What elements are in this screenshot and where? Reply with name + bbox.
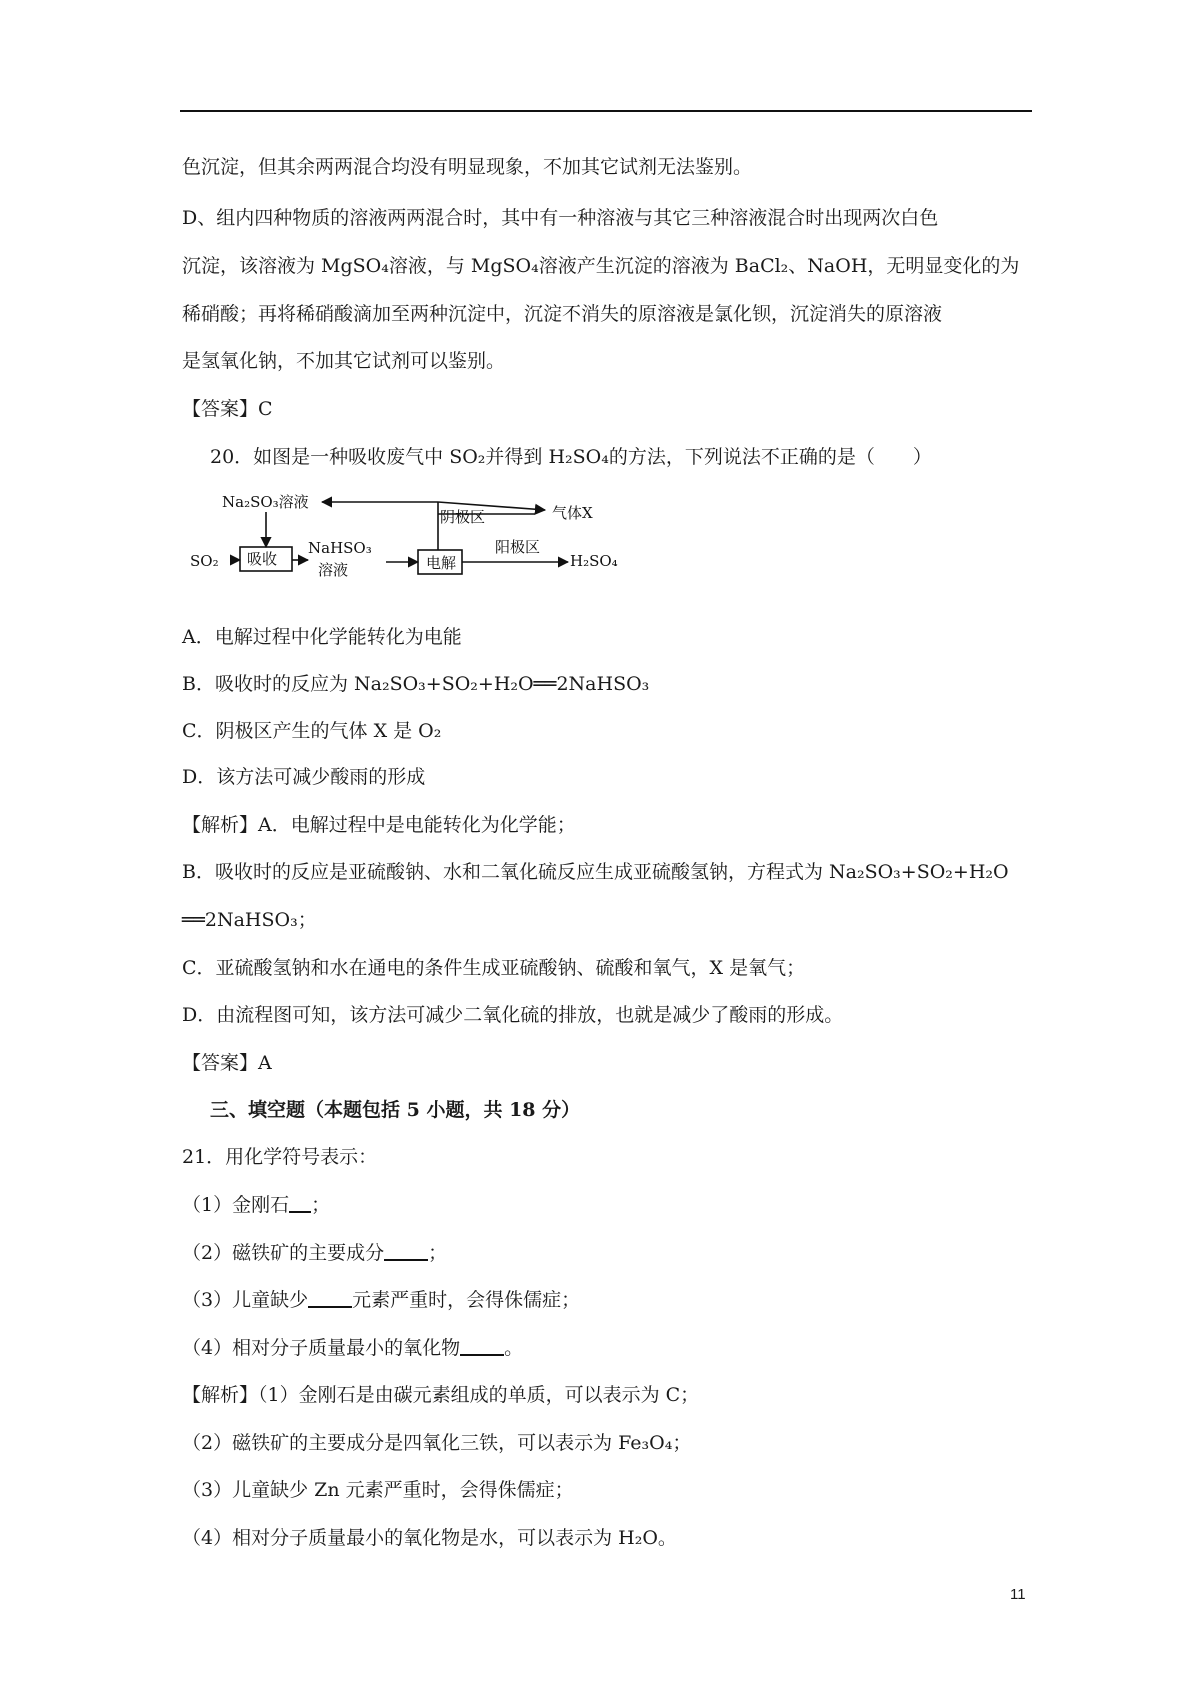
header-rule: [180, 110, 1032, 112]
question-21-item-2: [182, 1239, 447, 1267]
item-text: 元素严重时，会得侏儒症；: [352, 1289, 581, 1311]
question-21-item-1: [182, 1191, 330, 1219]
section-heading: 三、填空题（本题包括 5 小题，共 18 分）: [210, 1099, 581, 1121]
diagram-gas-x: 气体X: [552, 504, 593, 522]
question-21-item-3: [182, 1286, 580, 1314]
answer-blank: [308, 1288, 352, 1308]
option-b: B．吸收时的反应为 Na₂SO₃+SO₂+H₂O══2NaHSO₃: [182, 673, 650, 695]
answer-blank: [289, 1193, 311, 1213]
item-text: ；: [428, 1242, 448, 1264]
diagram-anode-zone: 阳极区: [495, 538, 541, 556]
text-line: 沉淀，该溶液为 MgSO₄溶液，与 MgSO₄溶液产生沉淀的溶液为 BaCl₂、NaOH，无明显变化的为: [182, 255, 1020, 277]
analysis-line: （2）磁铁矿的主要成分是四氧化三铁，可以表示为 Fe₃O₄；: [182, 1432, 692, 1454]
text-line: 色沉淀，但其余两两混合均没有明显现象，不加其它试剂无法鉴别。: [182, 156, 753, 178]
analysis-line: ══2NaHSO₃；: [182, 909, 317, 931]
question-21: 21．用化学符号表示：: [182, 1146, 378, 1168]
text-line: 稀硝酸；再将稀硝酸滴加至两种沉淀中，沉淀不消失的原溶液是氯化钡，沉淀消失的原溶液: [182, 303, 943, 325]
diagram-so2: SO₂: [190, 552, 219, 570]
flow-diagram: [190, 490, 630, 585]
diagram-absorb: 吸收: [247, 550, 278, 568]
diagram-cathode-zone: 阴极区: [440, 508, 486, 526]
option-d: D．该方法可减少酸雨的形成: [182, 766, 426, 788]
diagram-electrolysis: 电解: [426, 554, 457, 572]
item-text: （2）磁铁矿的主要成分: [182, 1242, 385, 1264]
diagram-nahso3-solution: 溶液: [318, 561, 349, 579]
text-line: 是氢氧化钠，不加其它试剂可以鉴别。: [182, 350, 506, 372]
page-number: 11: [1010, 1586, 1026, 1603]
question-20: 20．如图是一种吸收废气中 SO₂并得到 H₂SO₄的方法，下列说法不正确的是（ ）: [210, 446, 932, 468]
item-text: ；: [311, 1194, 331, 1216]
analysis-line: （3）儿童缺少 Zn 元素严重时，会得侏儒症；: [182, 1479, 574, 1501]
answer-blank: [460, 1336, 504, 1356]
analysis-line: B．吸收时的反应是亚硫酸钠、水和二氧化硫反应生成亚硫酸氢钠，方程式为 Na₂SO₃+SO₂+H₂O: [182, 861, 1009, 883]
text-line: D、组内四种物质的溶液两两混合时，其中有一种溶液与其它三种溶液混合时出现两次白色: [182, 207, 939, 229]
answer-label: 【答案】A: [182, 1052, 272, 1074]
analysis-line: （4）相对分子质量最小的氧化物是水，可以表示为 H₂O。: [182, 1527, 677, 1549]
analysis-line: C．亚硫酸氢钠和水在通电的条件生成亚硫酸钠、硫酸和氧气，X 是氧气；: [182, 957, 806, 979]
analysis-line: 【解析】A．电解过程中是电能转化为化学能；: [182, 814, 576, 836]
analysis-line: 【解析】（1）金刚石是由碳元素组成的单质，可以表示为 C；: [182, 1384, 700, 1406]
answer-label: 【答案】C: [182, 398, 273, 420]
item-text: （4）相对分子质量最小的氧化物: [182, 1337, 461, 1359]
question-21-item-4: [182, 1334, 523, 1362]
diagram-nahso3: NaHSO₃: [308, 539, 372, 557]
diagram-h2so4: H₂SO₄: [570, 552, 618, 570]
option-a: A．电解过程中化学能转化为电能: [182, 626, 462, 648]
answer-blank: [384, 1241, 428, 1261]
item-text: 。: [504, 1337, 524, 1359]
diagram-na2so3-solution: Na₂SO₃溶液: [222, 493, 309, 511]
item-text: （3）儿童缺少: [182, 1289, 309, 1311]
option-c: C．阴极区产生的气体 X 是 O₂: [182, 720, 442, 742]
item-text: （1）金刚石: [182, 1194, 290, 1216]
analysis-line: D．由流程图可知，该方法可减少二氧化硫的排放，也就是减少了酸雨的形成。: [182, 1004, 844, 1026]
